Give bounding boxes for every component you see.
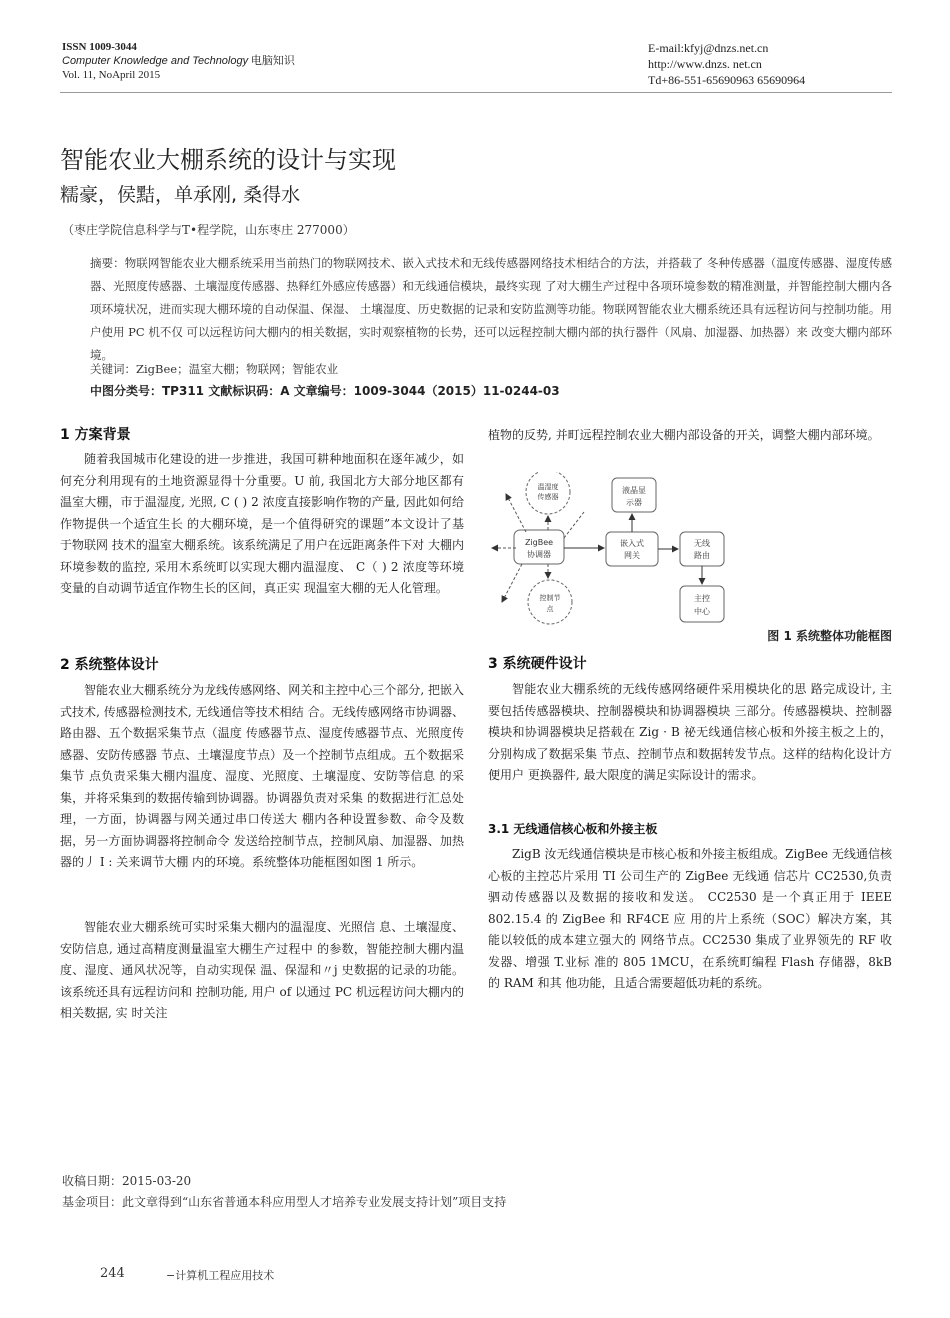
gateway-box [606, 532, 658, 566]
router-label-1: 无线 [694, 539, 710, 548]
section-3-1-paragraph: ZigB 汝无线通信模块是市核心板和外接主板组成。ZigBee 无线通信核心板的主控芯片采用 TI 公司生产的 ZigBee 无线通 信芯片 CC2530,负责驷动传感器以及数据的接收和发送。 CC2530 是一个真正用于 IEEE 802.15.4 的 ZigBee 和 RF4CE 应 用的片上系统（SOC）解决方案，其能以较低的成本建立强大的 网络节点。CC2530 集成了业界领先的 RF 收发器、增强 T.业标 准的 805 1MCU，在系统町编程 Flash 存储器，8kB 的 RAM 和其 他功能，且适合需要超低功耗的系统。 [488, 847, 892, 990]
figure-1-caption: 图 1 系统整体功能框图 [767, 629, 892, 643]
section-2-paragraph-1: 智能农业大棚系统分为龙线传感网络、网关和主控中心三个部分, 把嵌入式技术, 传感器检测技术, 无线通信等技术相结 合。无线传感网络市协调器、路由器、五个数据采集节点（温度 传感器节点、湿度传感器节点、光照度传感器、安防传感器 节点、土壤湿度节点）及一个控制节点组成。五个数据采集节 点负责采集大棚内温度、湿度、光照度、土壤湿度、安防等信息 的采集，并将采集到的数据传输到协调器。协调器负责对采集 的数据进行汇总处理，一方面，协调器与网关通过串口传送大 棚内各种设置参数、命令及数据，另一方面协调器将控制命令 发送给控制节点，控制风扇、加湿器、加热器的丿 I : 关来调节大棚 内的环境。系统整体功能框图如图 1 所示。 [60, 683, 464, 869]
page-number: 244 [100, 1266, 125, 1281]
section-2-paragraph-2: 智能农业大棚系统可实时采集大棚内的温湿度、光照信 息、土壤湿度、安防信息, 通过高精度测量温室大棚生产过程中 的参数，智能控制大棚内温度、湿度、通风状况等，自动实现保 温、保湿和〃j 史数据的记录的功能。该系统还具有远程访问和 控制功能, 用户 of 以通过 PC 机远程访问大棚内的相关数据, 实 时关注 [60, 920, 464, 1020]
zigbee-label-2: 协调器 [527, 550, 551, 559]
zigbee-label-1: ZigBee [524, 538, 554, 547]
master-label-1: 主控 [694, 594, 710, 603]
control-node-circle [528, 580, 572, 624]
journal-name-en: Computer Knowledge and Technology [62, 55, 249, 67]
lcd-label-1: 液晶显 [622, 486, 646, 495]
section-1-paragraph: 随着我国城市化建设的进一步推进，我国可耕种地面积在逐年减少，如何充分利用现有的土地资源显得十分重要。U 前, 我国北方大部分地区都有温室大棚，市于温湿度, 光照, C ( ) 2 浓度直接影响作物的产量, 因此如何给作物提供一个适宜生长 的大棚环境，是一个值得研究的课题”本文设计了基于物联网 技术的温室大棚系统。该系统满足了用户在远距离条件下对 大棚内环境参数的监控, 采用木系统町以实现大棚内温湿度、 C（ ) 2 浓度等环境变量的自动调节适宜作物生长的区间，真正实 现温室大棚的无人化管理。 [60, 452, 464, 595]
section-3-title: 3 系统硬件设计 [488, 656, 587, 672]
journal-header-right [648, 40, 805, 88]
section-1-title: 1 方案背景 [60, 427, 131, 443]
fund-note: 基金项目：此文章得到“山东省普通本科应用型人才培养专业发展支持计划”项目支持 [62, 1195, 507, 1209]
router-label-2: 路由 [694, 551, 710, 560]
section-3-paragraph: 智能农业大棚系统的无线传感网络硬件采用模块化的思 路完成设计, 主要包括传感器模块、控制器模块和协调器模块 三部分。传感器模块、控制器模块和协调器模块足搭载在 Zig · B 祕无线通信核心板和外接主板之上的，分别构成了数据采集 节点、控制节点和数据转发节点。这样的结构化设计方便用户 更换器件, 最大限度的满足实际设计的需求。 [488, 682, 892, 782]
classification: 中图分类号：TP311 文献标识码：A 文章编号：1009-3044（2015）11-0244-03 [90, 384, 560, 398]
section-3-1-title: 3.1 无线通信核心板和外接主板 [488, 822, 658, 836]
sensor-label-2: 传感器 [537, 493, 559, 501]
journal-header-left [62, 40, 295, 82]
paper-authors: 糯豪，侯黠，单承刚, 桑得水 [60, 184, 301, 206]
master-label-2: 中心 [694, 607, 710, 616]
gateway-label-2: 网关 [624, 551, 640, 560]
system-block-diagram [488, 472, 892, 627]
abstract: 摘要：物联网智能农业大棚系统采用当前热门的物联网技术、嵌入式技术和无线传感器网络技术相结合的方法，并搭载了 冬种传感器（温度传感器、湿度传感器、光照度传感器、土壤湿度传感器、热释红外感应传感器）和无线通信模块，最终实现 了对大棚生产过程中各项环境参数的精准测量，并智能控制大棚内各项环境状况，进而实现大棚环境的自动保温、保湿、 土壤湿度、历史数据的记录和安防监测等功能。物联网智能农业大棚系统还具有远程访问与控制功能。用户使用 PC 机不仅 可以远程访问大棚内的相关数据，实时观察植物的长势，还可以远程控制大棚内部的执行器件（风扇、加湿器、加热器）来 改变大棚内部环境。 [90, 256, 892, 362]
received-date: 收稿日期：2015-03-20 [62, 1174, 192, 1188]
lcd-label-2: 示器 [626, 498, 642, 507]
telephone: Td+86-551-65690963 65690964 [648, 73, 806, 87]
master-box [680, 586, 724, 622]
issn: ISSN 1009-3044 [62, 41, 137, 53]
control-label-1: 控制节 [539, 594, 561, 602]
volume: Vol. 11, NoApril 2015 [62, 69, 161, 81]
header-rule [60, 92, 892, 93]
right-column-continuation: 植物的反势, 并町远程控制农业大棚内部设备的开关，调整大棚内部环境。 [488, 428, 880, 442]
sensor-label-1: 温湿度 [537, 483, 559, 491]
control-label-2: 点 [546, 605, 554, 613]
email: E-mail:kfyj@dnzs.net.cn [648, 41, 769, 55]
section-label: −计算机工程应用技术 [166, 1269, 275, 1282]
keywords: 关键词：ZigBee；温室大棚；物联网；智能农业 [90, 362, 339, 376]
router-box [680, 532, 724, 566]
gateway-label-1: 嵌入式 [620, 539, 644, 548]
paper-title: 智能农业大棚系统的设计与实现 [60, 146, 396, 174]
affiliation: （枣庄学院信息科学与T•程学院，山东枣庄 277000） [62, 223, 355, 237]
website: http://www.dnzs. net.cn [648, 57, 762, 71]
journal-name-cn: 电脑知识 [250, 55, 295, 67]
section-2-title: 2 系统整体设计 [60, 657, 159, 673]
